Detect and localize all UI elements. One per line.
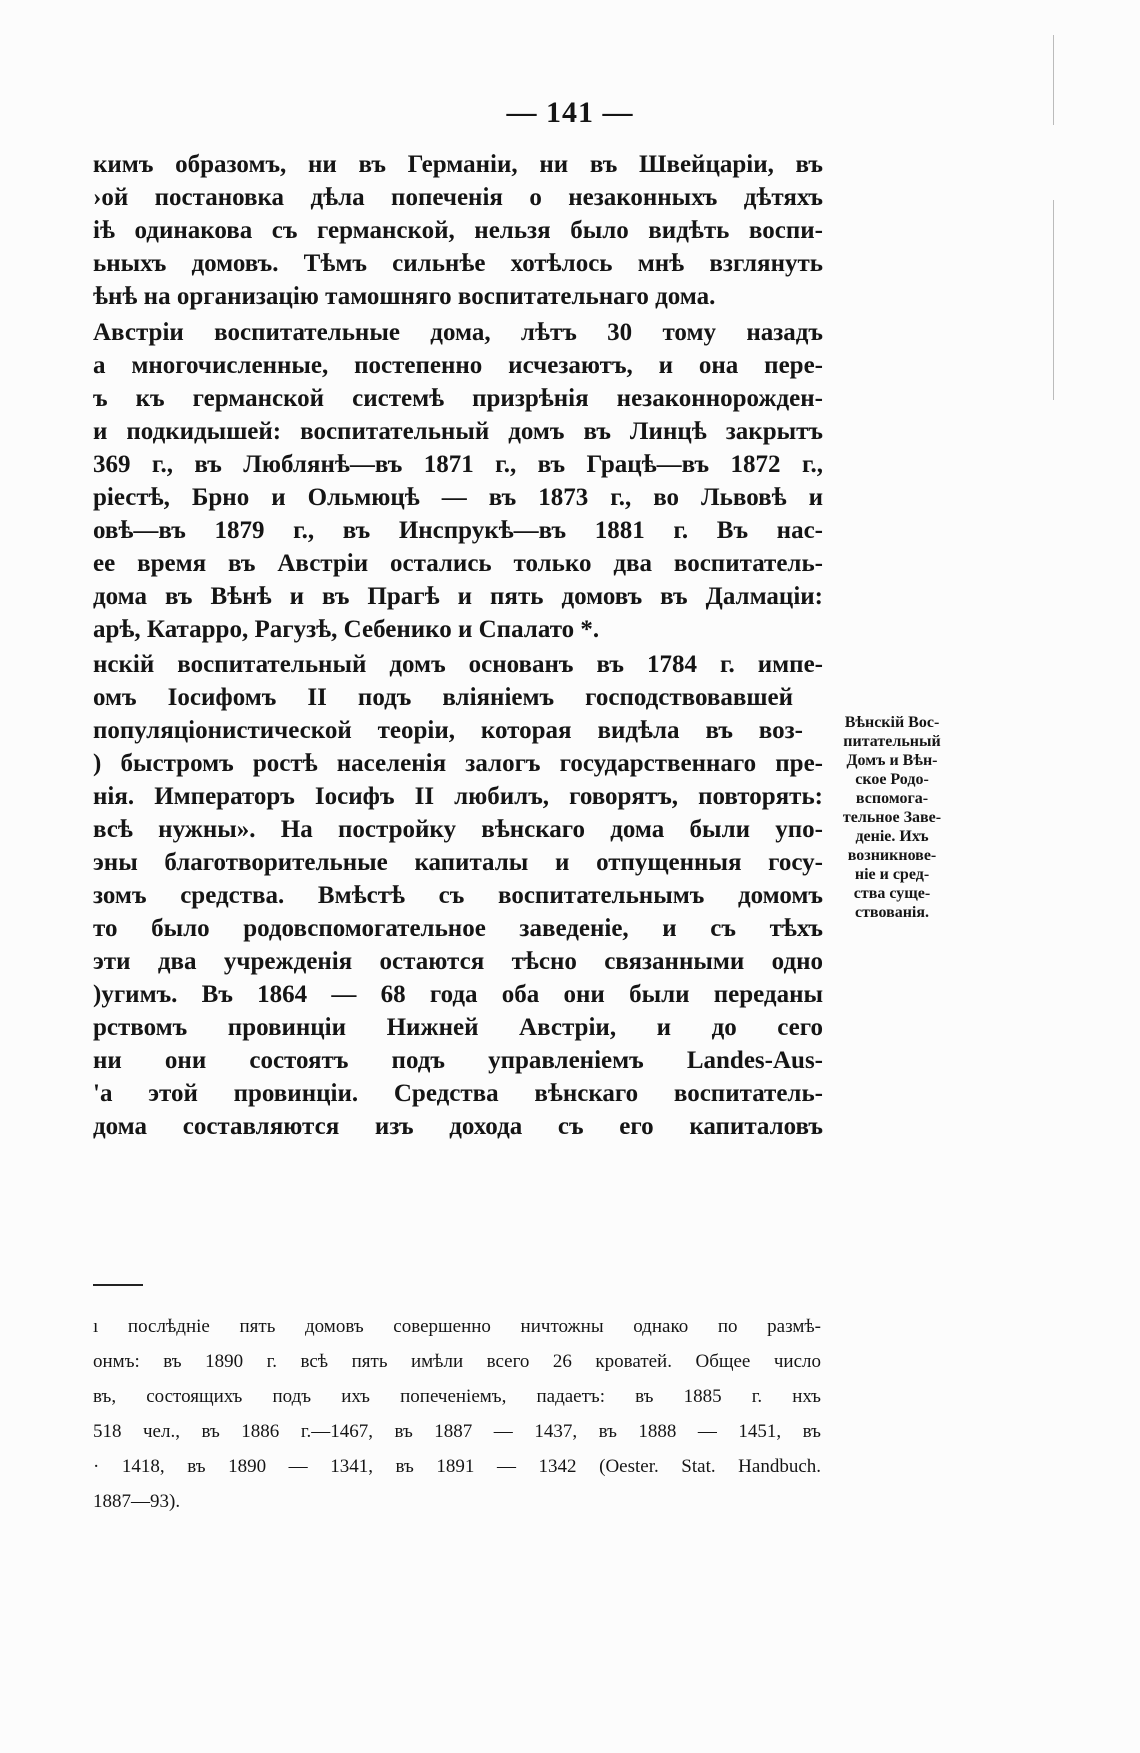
margin-note-line: питательный <box>843 733 941 750</box>
margin-note-line: возникнове- <box>847 847 937 864</box>
text-line: то было родовспомогательное заведеніе, и съ тѣхъ <box>93 915 823 942</box>
footnote-line: въ, состоящихъ подъ ихъ попеченіемъ, падаетъ: въ 1885 г. нхъ <box>93 1386 821 1407</box>
text-line: ›ой постановка дѣла попеченія о незаконныхъ дѣтяхъ <box>93 184 823 211</box>
margin-note-line: ніе и сред- <box>854 866 930 883</box>
text-line: ѣнѣ на организацію тамошняго воспитательнаго дома. <box>93 283 716 310</box>
text-line: нскій воспитательный домъ основанъ въ 1784 г. импе- <box>93 651 823 678</box>
text-line: дома составляются изъ дохода съ его капиталовъ <box>93 1113 823 1140</box>
margin-note-line: тельное Заве- <box>842 809 942 826</box>
text-line: іѣ одинакова съ германской, нельзя было видѣть воспи- <box>93 217 823 244</box>
text-line: ) быстромъ ростѣ населенія залогъ государственнаго пре- <box>93 750 823 777</box>
text-line: Австріи воспитательные дома, лѣтъ 30 тому назадъ <box>93 319 823 346</box>
text-line: ьныхъ домовъ. Тѣмъ сильнѣе хотѣлось мнѣ взглянуть <box>93 250 823 277</box>
text-line: овѣ—въ 1879 г., въ Инспрукѣ—въ 1881 г. Въ нас- <box>93 517 823 544</box>
text-line: эны благотворительные капиталы и отпущенныя госу- <box>93 849 823 876</box>
margin-note-line: Вѣнскій Вос- <box>844 714 940 731</box>
margin-note-line: деніе. Ихъ <box>855 828 929 845</box>
text-line: )угимъ. Въ 1864 — 68 года оба они были переданы <box>93 981 823 1008</box>
text-line: ни они состоятъ подъ управленіемъ Landes-Aus- <box>93 1047 823 1074</box>
footnote-divider <box>93 1284 143 1286</box>
scan-edge-mark <box>1053 35 1054 125</box>
text-line: арѣ, Катарро, Рагузѣ, Себенико и Спалато *. <box>93 616 600 643</box>
margin-note-line: Домъ и Вѣн- <box>846 752 938 769</box>
text-line: дома въ Вѣнѣ и въ Прагѣ и пять домовъ въ Далмаціи: <box>93 583 823 610</box>
text-line: и подкидышей: воспитательный домъ въ Линцѣ закрытъ <box>93 418 823 445</box>
text-line: ъ къ германской системѣ призрѣнія незаконнорожден- <box>93 385 823 412</box>
footnote-line: онмъ: въ 1890 г. всѣ пять имѣли всего 26 кроватей. Общее число <box>93 1351 821 1372</box>
footnote-line: ı послѣдніе пять домовъ совершенно ничтожны однако по размѣ- <box>93 1316 821 1337</box>
text-line: а многочисленные, постепенно исчезаютъ, и она пере- <box>93 352 823 379</box>
text-line: ее время въ Австріи остались только два воспитатель- <box>93 550 823 577</box>
text-line: омъ Іосифомъ II подъ вліяніемъ господствовавшей <box>93 684 793 711</box>
footnote-line: 518 чел., въ 1886 г.—1467, въ 1887 — 1437, въ 1888 — 1451, въ <box>93 1421 821 1442</box>
text-line: эти два учрежденія остаются тѣсно связанными одно <box>93 948 823 975</box>
text-line: всѣ нужны». На постройку вѣнскаго дома были упо- <box>93 816 823 843</box>
text-line: кимъ образомъ, ни въ Германіи, ни въ Швейцаріи, въ <box>93 151 823 178</box>
text-line: зомъ средства. Вмѣстѣ съ воспитательнымъ домомъ <box>93 882 823 909</box>
footnote-line: 1887—93). <box>93 1491 181 1512</box>
page-number: — 141 — <box>506 96 634 129</box>
margin-note-line: ства суще- <box>853 885 931 902</box>
text-line: рствомъ провинціи Нижней Австріи, и до сего <box>93 1014 823 1041</box>
text-line: популяціонистической теоріи, которая видѣла въ воз- <box>93 717 803 744</box>
margin-note-line: ствованія. <box>854 904 930 921</box>
margin-note-line: ское Родо- <box>855 771 929 788</box>
text-line: ріестѣ, Брно и Ольмюцѣ — въ 1873 г., во Львовѣ и <box>93 484 823 511</box>
text-line: 'а этой провинціи. Средства вѣнскаго воспитатель- <box>93 1080 823 1107</box>
footnote-line: · 1418, въ 1890 — 1341, въ 1891 — 1342 (Oester. Stat. Handbuch. <box>93 1456 821 1477</box>
scan-edge-mark <box>1053 200 1054 400</box>
margin-note-line: вспомога- <box>855 790 929 807</box>
margin-note <box>827 713 957 922</box>
text-line: 369 г., въ Люблянѣ—въ 1871 г., въ Грацѣ—въ 1872 г., <box>93 451 823 478</box>
text-line: нія. Императоръ Іосифъ II любилъ, говорятъ, повторять: <box>93 783 823 810</box>
